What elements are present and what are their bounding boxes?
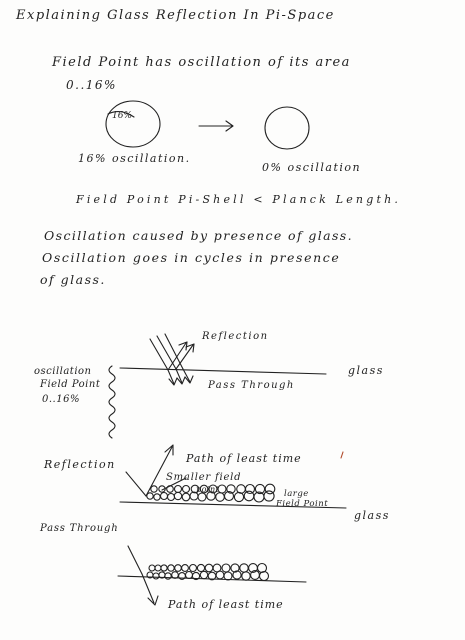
diagram1-pass-through-label: Pass Through <box>208 380 295 391</box>
diagram3-ray-in <box>128 546 142 574</box>
diagram1-reflect-ray-1 <box>168 343 186 370</box>
diagram1-ray-2 <box>157 336 176 369</box>
intro-line-2: 0..16% <box>66 78 117 92</box>
diagram3-field-points <box>147 564 269 581</box>
diagram1-glass-line <box>120 368 326 374</box>
left-circle <box>106 101 160 147</box>
cause-line-1: Oscillation caused by presence of glass. <box>44 228 353 243</box>
diagram3-glass-line <box>118 576 306 582</box>
cause-line-3: of glass. <box>40 272 106 287</box>
cause-line-2: Oscillation goes in cycles in presence <box>42 250 341 265</box>
diagram2-large-label-1: large <box>284 489 309 499</box>
diagram1-oscillation-wave <box>109 366 115 438</box>
diagram1-oscillation-label-3: 0..16% <box>42 394 80 405</box>
diagram2-heading: Reflection <box>44 458 116 471</box>
right-circle <box>265 107 309 149</box>
diagram1-reflect-ray-2 <box>176 345 193 369</box>
left-circle-inner-arc <box>108 112 134 117</box>
right-circle-caption: 0% oscillation <box>262 161 362 174</box>
diagram1-oscillation-label-2: Field Point <box>40 379 101 390</box>
diagram1-ray-1 <box>150 339 168 370</box>
diagram2-large-label-2: Field Point <box>276 499 329 509</box>
diagram2-path-label: Path of least time <box>186 452 302 465</box>
diagram2-incoming-ray <box>126 472 146 496</box>
pi-shell-note: Field Point Pi-Shell < Planck Length. <box>76 193 402 206</box>
diagram2-smaller-field-label: Smaller field <box>166 472 242 483</box>
stray-pen-mark <box>341 452 343 458</box>
diagram1-oscillation-label-1: oscillation <box>34 366 92 377</box>
intro-line-1: Field Point has oscillation of its area <box>52 55 351 70</box>
page-title: Explaining Glass Reflection In Pi-Space <box>16 8 335 23</box>
diagram2-glass-label: glass <box>354 509 390 522</box>
diagram3-path-label: Path of least time <box>168 598 284 611</box>
diagram1-glass-label: glass <box>348 364 384 377</box>
diagram2-glass-line <box>120 502 346 508</box>
diagram2-smaller-point-label: point <box>196 485 220 494</box>
left-circle-caption: 16% oscillation. <box>78 152 191 165</box>
circle-inner-label: 16% <box>112 111 133 121</box>
diagram1-reflection-label: Reflection <box>202 331 269 342</box>
diagram2-field-points <box>147 484 275 502</box>
diagram3-heading: Pass Through <box>40 523 119 534</box>
